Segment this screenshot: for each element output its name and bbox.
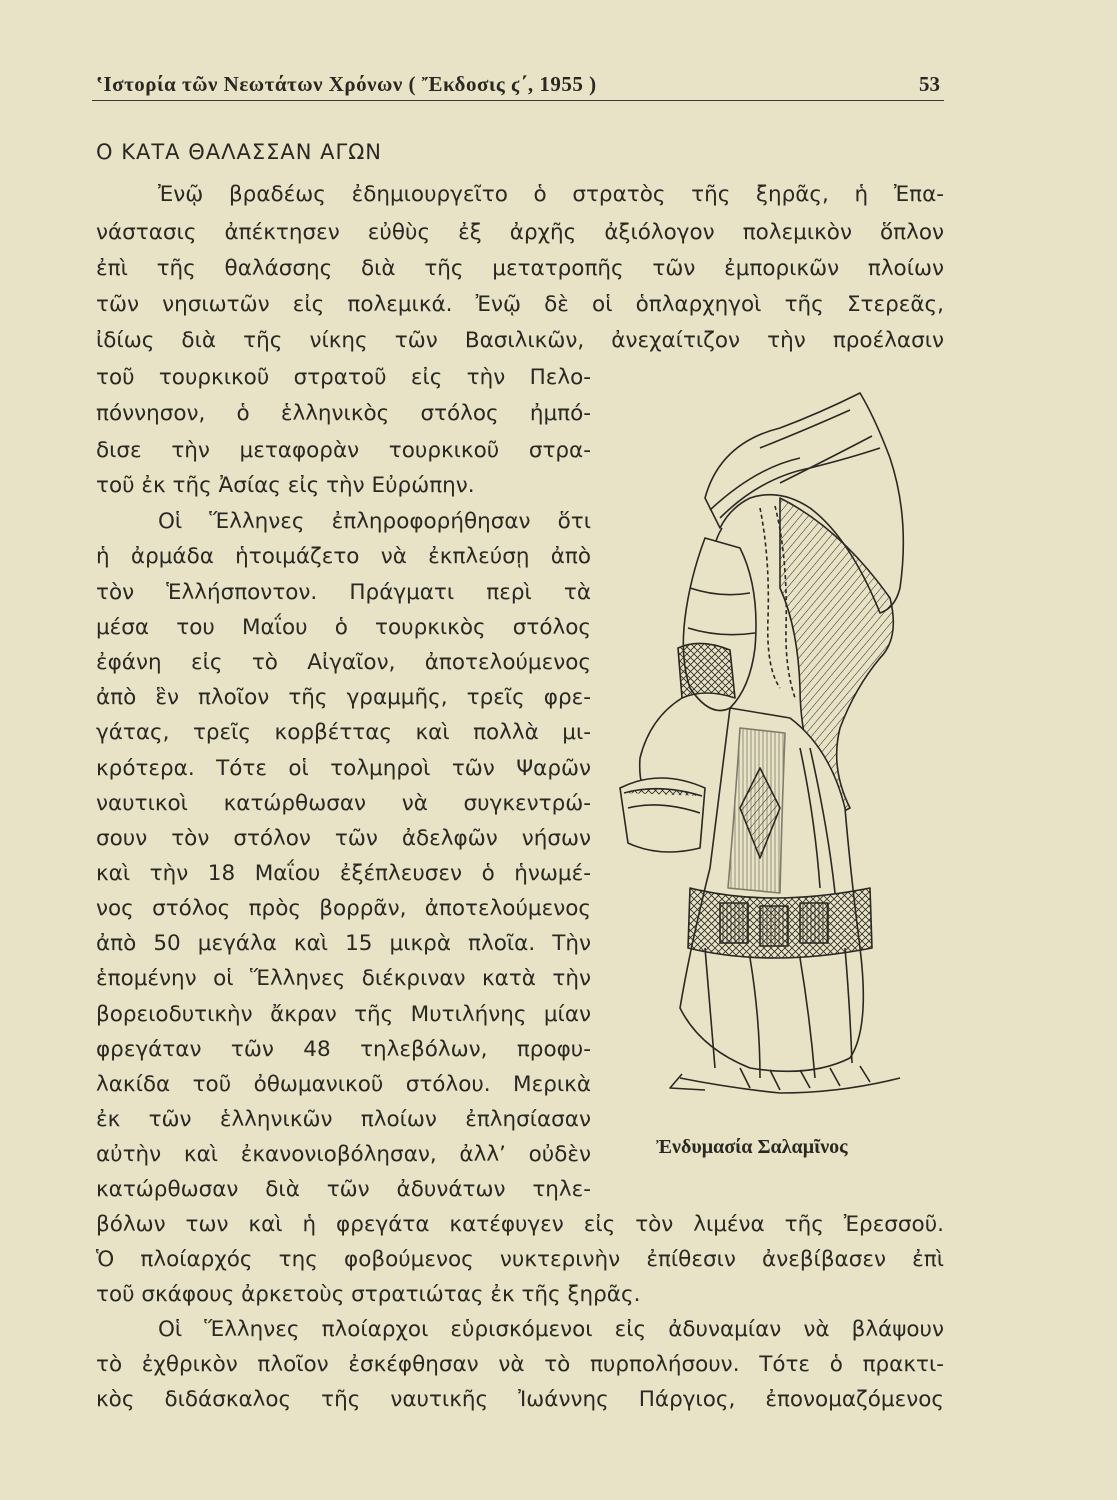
text-line: τοῦ ἐκ τῆς Ἀσίας εἰς τὴν Εὐρώπην. — [96, 473, 475, 498]
header-title: ʽΙστορία τῶν Νεωτάτων Χρόνων ( Ἔκδοσις ϛ΄, 1955 ) — [96, 72, 597, 96]
text-line: τὸ ἐχθρικὸν πλοῖον ἐσκέφθησαν νὰ τὸ πυρπολήσουν. Τότε ὁ πρακτι- — [96, 1352, 944, 1377]
text-line: ἐφάνη εἰς τὸ Αἰγαῖον, ἀποτελούμενος — [96, 650, 591, 675]
text-line: τοῦ σκάφους ἀρκετοὺς στρατιώτας ἐκ τῆς ξηρᾶς. — [96, 1282, 641, 1307]
text-line: λακίδα τοῦ ὀθωμανικοῦ στόλου. Μερικὰ — [96, 1072, 591, 1097]
text-line: σουν τὸν στόλον τῶν ἀδελφῶν νήσων — [96, 826, 591, 851]
page-number: 53 — [919, 72, 940, 96]
text-line: ἑπομένην οἱ Ἕλληνες διέκριναν κατὰ τὴν — [96, 966, 591, 991]
text-line: Ἐνῷ βραδέως ἐδημιουργεῖτο ὁ στρατὸς τῆς ξηρᾶς, ἡ Ἐπα- — [158, 182, 944, 207]
text-line: ναυτικοὶ κατώρθωσαν νὰ συγκεντρώ- — [96, 791, 591, 816]
text-line: ἐκ τῶν ἑλληνικῶν πλοίων ἐπλησίασαν — [96, 1107, 591, 1132]
text-line: αὐτὴν καὶ ἐκανονιοβόλησαν, ἀλλ’ οὐδὲν — [96, 1142, 591, 1167]
text-line: τὸν Ἑλλήσποντον. Πράγματι περὶ τὰ — [96, 580, 591, 605]
text-line: τῶν νησιωτῶν εἰς πολεμικά. Ἐνῷ δὲ οἱ ὁπλαρχηγοὶ τῆς Στερεᾶς, — [96, 292, 944, 317]
figure-caption: Ἐνδυμασία Σαλαμῖνος — [656, 1136, 848, 1158]
costume-illustration — [610, 388, 910, 1106]
text-line: πόννησον, ὁ ἑλληνικὸς στόλος ἠμπό- — [96, 401, 591, 426]
text-line: ἰδίως διὰ τῆς νίκης τῶν Βασιλικῶν, ἀνεχαίτιζον τὴν προέλασιν — [96, 328, 944, 353]
text-line: Οἱ Ἕλληνες πλοίαρχοι εὑρισκόμενοι εἰς ἀδυναμίαν νὰ βλάψουν — [158, 1317, 944, 1342]
section-heading: Ο ΚΑΤΑ ΘΑΛΑΣΣΑΝ ΑΓΩΝ — [96, 140, 382, 164]
text-line: ἀπὸ ἓν πλοῖον τῆς γραμμῆς, τρεῖς φρε- — [96, 685, 591, 710]
text-line: Ὁ πλοίαρχός της φοβούμενος νυκτερινὴν ἐπίθεσιν ἀνεβίβασεν ἐπὶ — [96, 1247, 944, 1272]
text-line: κὸς διδάσκαλος τῆς ναυτικῆς Ἰωάννης Πάργιος, ἐπονομαζόμενος — [96, 1387, 944, 1412]
text-line: μέσα του Μαΐου ὁ τουρκικὸς στόλος — [96, 615, 591, 640]
text-line: φρεγάταν τῶν 48 τηλεβόλων, προφυ- — [96, 1037, 591, 1062]
text-line: βόλων των καὶ ἡ φρεγάτα κατέφυγεν εἰς τὸν λιμένα τῆς Ἐρεσσοῦ. — [96, 1212, 944, 1237]
text-line: κρότερα. Τότε οἱ τολμηροὶ τῶν Ψαρῶν — [96, 756, 591, 781]
text-line: γάτας, τρεῖς κορβέττας καὶ πολλὰ μι- — [96, 720, 591, 745]
text-line: τοῦ τουρκικοῦ στρατοῦ εἰς τὴν Πελο- — [96, 365, 591, 390]
text-line: καὶ τὴν 18 Μαΐου ἐξέπλευσεν ὁ ἡνωμέ- — [96, 861, 591, 886]
text-line: κατώρθωσαν διὰ τῶν ἀδυνάτων τηλε- — [96, 1177, 591, 1202]
running-header — [92, 70, 944, 101]
text-line: βορειοδυτικὴν ἄκραν τῆς Μυτιλήνης μίαν — [96, 1002, 591, 1027]
text-line: δισε τὴν μεταφορὰν τουρκικοῦ στρα- — [96, 438, 591, 463]
text-line: ἡ ἀρμάδα ἡτοιμάζετο νὰ ἐκπλεύσῃ ἀπὸ — [96, 544, 591, 569]
text-line: νάστασις ἀπέκτησεν εὐθὺς ἐξ ἀρχῆς ἀξιόλογον πολεμικὸν ὅπλον — [96, 220, 944, 245]
text-line: ἀπὸ 50 μεγάλα καὶ 15 μικρὰ πλοῖα. Τὴν — [96, 931, 591, 956]
text-line: ἐπὶ τῆς θαλάσσης διὰ τῆς μετατροπῆς τῶν ἐμπορικῶν πλοίων — [96, 256, 944, 281]
text-line: Οἱ Ἕλληνες ἐπληροφορήθησαν ὅτι — [158, 509, 591, 534]
text-line: νος στόλος πρὸς βορρᾶν, ἀποτελούμενος — [96, 896, 591, 921]
